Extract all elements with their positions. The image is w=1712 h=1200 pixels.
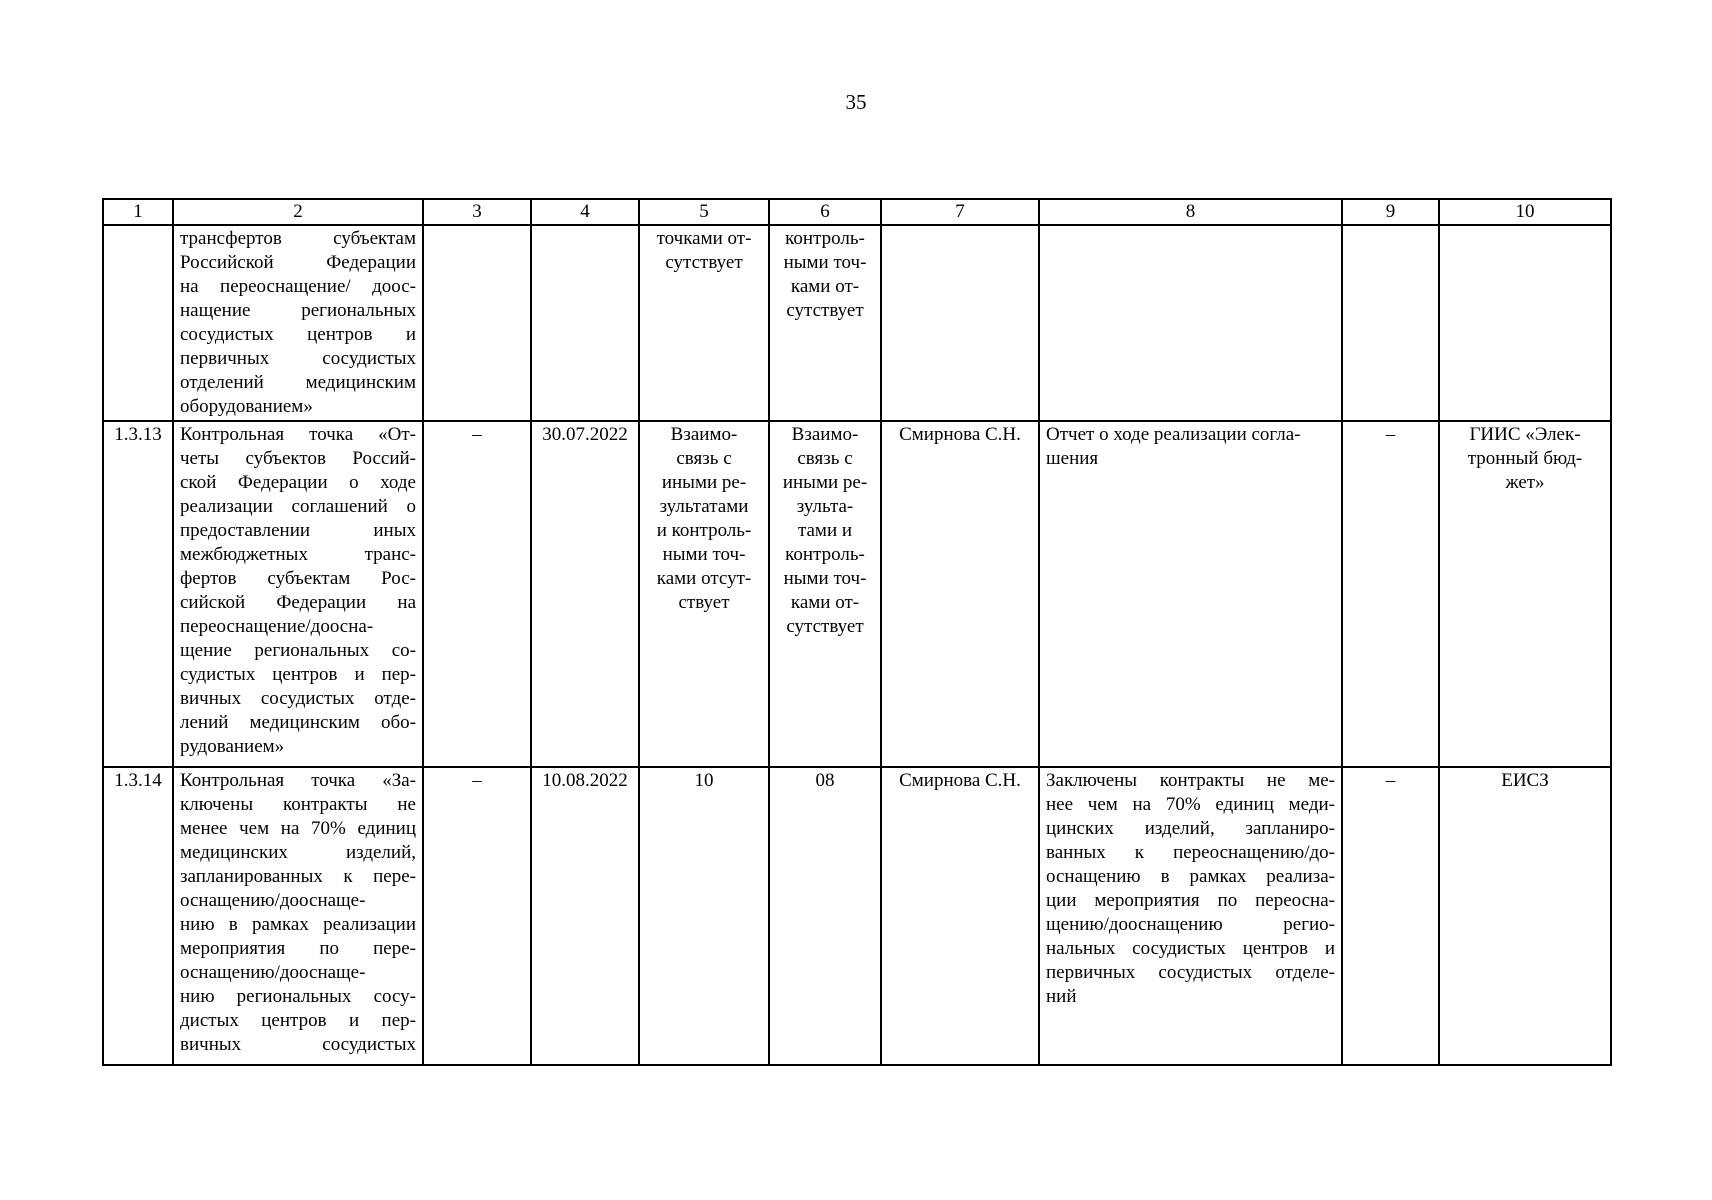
column-number-5: 5 xyxy=(639,199,769,225)
name-line: межбюджетных транс- xyxy=(180,544,416,565)
result-line: Заключены контракты не ме- xyxy=(1046,770,1335,791)
system-cell xyxy=(1439,767,1611,1065)
name-line: предоставлении иных xyxy=(180,520,416,541)
name-line: нащение региональных xyxy=(180,300,416,321)
table-row xyxy=(103,767,1611,1065)
name-line: нию в рамках реализации xyxy=(180,914,416,935)
result-cell xyxy=(1039,421,1342,767)
result-line: ний xyxy=(1046,986,1077,1007)
relation-line: ками от- xyxy=(790,592,860,613)
name-line: фертов субъектам Рос- xyxy=(180,568,416,589)
name-line: оборудованием» xyxy=(180,396,313,417)
name-line: оснащению/дооснаще- xyxy=(180,962,366,983)
system-cell xyxy=(1439,421,1611,767)
relation-line: сутствует xyxy=(786,300,864,321)
row-name-cell xyxy=(173,767,423,1065)
relation-cell xyxy=(639,421,769,767)
relation-line: 10 xyxy=(694,770,714,791)
relation-line: ными точ- xyxy=(783,252,867,273)
relation-line: ными точ- xyxy=(662,544,746,565)
column-9-cell: – xyxy=(1342,767,1439,1065)
column-number-3: 3 xyxy=(423,199,531,225)
relation-line: сутствует xyxy=(786,616,864,637)
responsible-cell xyxy=(881,225,1039,421)
relation-line: контроль- xyxy=(785,228,865,249)
column-3-cell xyxy=(423,225,531,421)
relation-cell xyxy=(639,225,769,421)
date-cell: 30.07.2022 xyxy=(531,421,639,767)
name-line: медицинских изделий, xyxy=(180,842,416,863)
row-name-cell xyxy=(173,421,423,767)
relation-line: ствует xyxy=(678,592,730,613)
result-line: цинских изделий, запланиро- xyxy=(1046,818,1335,839)
relation-line: зультатами xyxy=(659,496,749,517)
name-line: вичных сосудистых отде- xyxy=(180,688,416,709)
relation-line: зульта- xyxy=(796,496,854,517)
relation-line: контроль- xyxy=(785,544,865,565)
name-line: рудованием» xyxy=(180,736,285,757)
name-line: дистых центров и пер- xyxy=(180,1010,416,1031)
relation-cell xyxy=(769,421,881,767)
name-line: вичных сосудистых xyxy=(180,1034,416,1055)
relation-line: тами и xyxy=(797,520,853,541)
name-line: лений медицинским обо- xyxy=(180,712,416,733)
relation-line: иными ре- xyxy=(782,472,868,493)
column-number-2: 2 xyxy=(173,199,423,225)
result-line: нальных сосудистых центров и xyxy=(1046,938,1335,959)
column-number-10: 10 xyxy=(1439,199,1611,225)
name-line: запланированных к пере- xyxy=(180,866,416,887)
column-3-cell: – xyxy=(423,767,531,1065)
name-line: ключены контракты не xyxy=(180,794,416,815)
relation-line: сутствует xyxy=(665,252,743,273)
result-line: ции мероприятия по переосна- xyxy=(1046,890,1335,911)
relation-line: Взаимо- xyxy=(791,424,859,445)
name-line: реализации соглашений о xyxy=(180,496,416,517)
result-cell xyxy=(1039,767,1342,1065)
name-line: сосудистых центров и xyxy=(180,324,416,345)
column-number-9: 9 xyxy=(1342,199,1439,225)
control-points-table xyxy=(102,198,1612,1066)
relation-line: 08 xyxy=(815,770,835,791)
name-line: оснащению/дооснаще- xyxy=(180,890,366,911)
name-line: отделений медицинским xyxy=(180,372,416,393)
name-line: судистых центров и пер- xyxy=(180,664,416,685)
relation-line: ками от- xyxy=(790,276,860,297)
result-line: щению/дооснащению регио- xyxy=(1046,914,1335,935)
column-9-cell xyxy=(1342,225,1439,421)
name-line: Контрольная точка «За- xyxy=(180,770,416,791)
name-line: Российской Федерации xyxy=(180,252,416,273)
result-line: нее чем на 70% единиц меди- xyxy=(1046,794,1335,815)
column-number-7: 7 xyxy=(881,199,1039,225)
responsible-cell: Смирнова С.Н. xyxy=(881,767,1039,1065)
row-number-cell: 1.3.13 xyxy=(103,421,173,767)
system-line: жет» xyxy=(1505,472,1545,493)
row-number-cell xyxy=(103,225,173,421)
name-line: Контрольная точка «От- xyxy=(180,424,416,445)
system-cell xyxy=(1439,225,1611,421)
relation-cell xyxy=(639,767,769,1065)
column-3-cell: – xyxy=(423,421,531,767)
table-header-row xyxy=(103,199,1611,225)
name-line: первичных сосудистых xyxy=(180,348,416,369)
table-row xyxy=(103,421,1611,767)
relation-line: ными точ- xyxy=(783,568,867,589)
result-line: первичных сосудистых отделе- xyxy=(1046,962,1335,983)
name-line: менее чем на 70% единиц xyxy=(180,818,416,839)
column-number-6: 6 xyxy=(769,199,881,225)
row-number-cell: 1.3.14 xyxy=(103,767,173,1065)
result-cell xyxy=(1039,225,1342,421)
relation-line: точками от- xyxy=(656,228,752,249)
column-number-8: 8 xyxy=(1039,199,1342,225)
relation-line: Взаимо- xyxy=(670,424,738,445)
page-number: 35 xyxy=(845,90,867,114)
result-line: ванных к переоснащению/до- xyxy=(1046,842,1335,863)
relation-line: связь с xyxy=(676,448,732,469)
relation-line: иными ре- xyxy=(661,472,747,493)
column-number-1: 1 xyxy=(103,199,173,225)
name-line: трансфертов субъектам xyxy=(180,228,416,249)
name-line: ской Федерации о ходе xyxy=(180,472,416,493)
system-line: тронный бюд- xyxy=(1467,448,1583,469)
name-line: четы субъектов Россий- xyxy=(180,448,416,469)
column-9-cell: – xyxy=(1342,421,1439,767)
date-cell xyxy=(531,225,639,421)
relation-cell xyxy=(769,225,881,421)
result-line: Отчет о ходе реализации согла- xyxy=(1046,424,1301,445)
name-line: на переоснащение/ доос- xyxy=(180,276,416,297)
name-line: сийской Федерации на xyxy=(180,592,416,613)
column-number-4: 4 xyxy=(531,199,639,225)
row-name-cell xyxy=(173,225,423,421)
name-line: переоснащение/доосна- xyxy=(180,616,374,637)
system-line: ЕИСЗ xyxy=(1501,770,1549,791)
system-line: ГИИС «Элек- xyxy=(1469,424,1581,445)
relation-line: связь с xyxy=(797,448,853,469)
result-line: шения xyxy=(1046,448,1099,469)
name-line: нию региональных сосу- xyxy=(180,986,416,1007)
name-line: мероприятия по пере- xyxy=(180,938,416,959)
responsible-cell: Смирнова С.Н. xyxy=(881,421,1039,767)
name-line: щение региональных со- xyxy=(180,640,416,661)
relation-line: и контроль- xyxy=(656,520,752,541)
relation-line: ками отсут- xyxy=(656,568,752,589)
relation-cell xyxy=(769,767,881,1065)
table-row xyxy=(103,225,1611,421)
result-line: оснащению в рамках реализа- xyxy=(1046,866,1335,887)
date-cell: 10.08.2022 xyxy=(531,767,639,1065)
